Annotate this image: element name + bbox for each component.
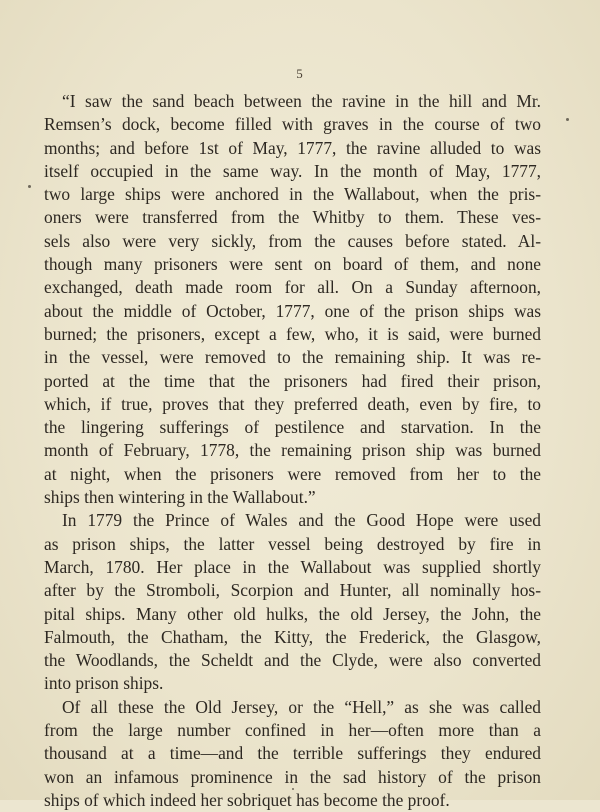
paragraph-3	[44, 696, 541, 812]
text-line: month of February, 1778, the remaining prison ship was burned	[44, 440, 541, 461]
text-line: exchanged, death made room for all. On a Sunday afternoon,	[44, 277, 541, 298]
text-line: Of all these the Old Jersey, or the “Hell,” as she was called	[62, 696, 541, 717]
text-line: which, if true, proves that they preferred death, even by fire, to	[44, 393, 541, 414]
text-line: from the large number confined in her—often more than a	[44, 720, 541, 741]
body-text	[44, 90, 541, 812]
paper-speck	[28, 185, 31, 188]
text-line: ported at the time that the prisoners had fired their prison,	[44, 370, 541, 391]
text-line: months; and before 1st of May, 1777, the ravine alluded to was	[44, 137, 541, 158]
text-line: “I saw the sand beach between the ravine in the hill and Mr.	[62, 91, 541, 111]
text-line: about the middle of October, 1777, one of the prison ships was	[44, 300, 541, 321]
text-line: won an infamous prominence in the sad history of the prison	[44, 766, 541, 787]
paper-speck	[292, 788, 294, 790]
text-line: burned; the prisoners, except a few, who, it is said, were burned	[44, 323, 541, 344]
text-line: oners were transferred from the Whitby to them. These ves-	[44, 207, 541, 228]
text-line: sels also were very sickly, from the causes before stated. Al-	[44, 230, 541, 251]
text-line: as prison ships, the latter vessel being destroyed by fire in	[44, 533, 541, 554]
text-line: into prison ships.	[44, 673, 164, 694]
text-line: pital ships. Many other old hulks, the old Jersey, the John, the	[44, 603, 541, 624]
paragraph-1	[44, 90, 541, 509]
text-line: March, 1780. Her place in the Wallabout was supplied shortly	[44, 556, 541, 577]
text-line: though many prisoners were sent on board of them, and none	[44, 254, 541, 275]
paragraph-2	[44, 509, 541, 695]
text-line: thousand at a time—and the terrible sufferings they endured	[44, 743, 541, 764]
page-number: 5	[296, 66, 304, 81]
text-line: the lingering sufferings of pestilence and starvation. In the	[44, 417, 541, 438]
text-line: Remsen’s dock, become filled with graves in the course of two	[44, 114, 541, 135]
text-line: in the vessel, were removed to the remaining ship. It was re-	[44, 347, 541, 368]
text-line: the Woodlands, the Scheldt and the Clyde, were also converted	[44, 650, 541, 671]
text-line: ships of which indeed her sobriquet has become the proof.	[44, 789, 450, 810]
text-line: at night, when the prisoners were removed from her to the	[44, 463, 541, 484]
text-line: Falmouth, the Chatham, the Kitty, the Frederick, the Glasgow,	[44, 626, 541, 647]
text-line: two large ships were anchored in the Wallabout, when the pris-	[44, 184, 541, 205]
paper-speck	[566, 118, 569, 121]
text-line: ships then wintering in the Wallabout.”	[44, 487, 316, 508]
text-line: itself occupied in the same way. In the month of May, 1777,	[44, 160, 541, 181]
text-line: In 1779 the Prince of Wales and the Good Hope were used	[62, 510, 541, 531]
text-line: after by the Stromboli, Scorpion and Hunter, all nominally hos-	[44, 580, 541, 601]
